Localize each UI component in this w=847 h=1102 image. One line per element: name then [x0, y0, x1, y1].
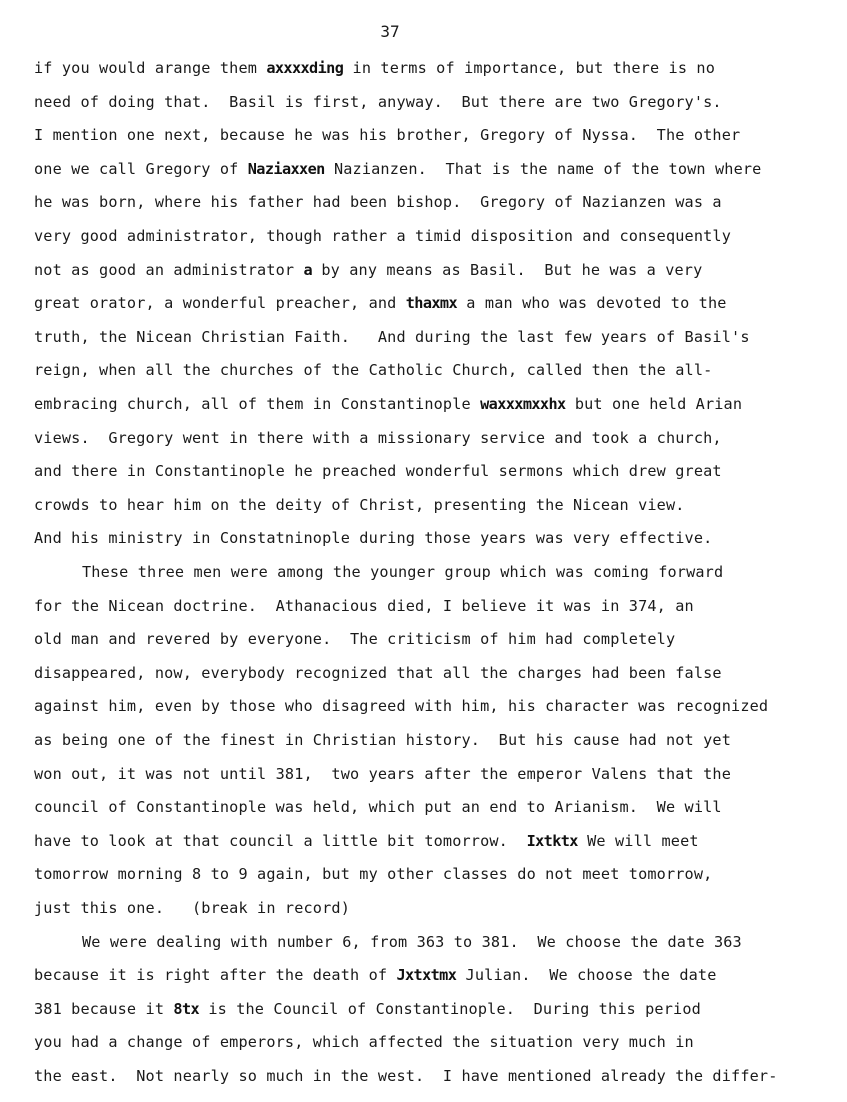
- text-segment: truth, the Nicean Christian Faith. And during the last few years of Basil's: [34, 327, 750, 346]
- text-segment: if you would arange them: [34, 59, 267, 77]
- text-segment: have to look at that council a little bit tomorrow.: [34, 831, 527, 850]
- text-segment: We were dealing with number 6, from 363 to 381. We choose the date 363: [82, 932, 742, 951]
- struck-text: 8tx: [173, 999, 200, 1018]
- struck-text: waxxxmxxhx: [480, 395, 566, 413]
- text-segment: because it is right after the death of: [34, 966, 397, 985]
- text-segment: not as good an administrator: [34, 260, 304, 279]
- text-line: [34, 461, 722, 481]
- text-segment: We will meet: [577, 831, 699, 850]
- text-line: [82, 932, 742, 952]
- struck-text: thaxmx: [405, 294, 458, 313]
- page-number: 37: [380, 22, 400, 41]
- text-line: [34, 159, 761, 179]
- text-segment: I mention one next, because he was his brother, Gregory of Nyssa. The other: [34, 126, 741, 145]
- text-line: [34, 1032, 694, 1052]
- text-line: [34, 663, 722, 683]
- text-segment: and there in Constantinople he preached wonderful sermons which drew great: [34, 462, 722, 481]
- text-segment: a man who was devoted to the: [457, 294, 727, 313]
- text-line: [34, 629, 675, 649]
- text-segment: Julian. We choose the date: [456, 966, 717, 985]
- text-line: [34, 596, 694, 616]
- text-segment: against him, even by those who disagreed with him, his character was recognized: [34, 697, 769, 716]
- text-segment: great orator, a wonderful preacher, and: [34, 294, 406, 313]
- text-line: [34, 58, 715, 78]
- text-segment: old man and revered by everyone. The criticism of him had completely: [34, 630, 676, 649]
- struck-text: axxxxding: [266, 59, 344, 77]
- text-segment: by any means as Basil. But he was a very: [312, 260, 703, 279]
- text-line: [34, 394, 742, 414]
- struck-text: Jxtxtmx: [396, 966, 457, 985]
- struck-text: Naziaxxen: [247, 159, 325, 178]
- text-segment: just this one. (break in record): [34, 899, 350, 917]
- text-segment: reign, when all the churches of the Catholic Church, called then the all-: [34, 361, 713, 380]
- text-line: [34, 360, 712, 380]
- text-line: [34, 428, 722, 448]
- text-segment: council of Constantinople was held, which put an end to Arianism. We will: [34, 798, 722, 817]
- text-segment: Nazianzen. That is the name of the town where: [324, 159, 762, 178]
- text-segment: disappeared, now, everybody recognized that all the charges had been false: [34, 663, 722, 682]
- text-line: [34, 226, 731, 246]
- text-line: [34, 730, 731, 750]
- text-segment: in terms of importance, but there is no: [343, 59, 715, 77]
- text-segment: you had a change of emperors, which affected the situation very much in: [34, 1033, 694, 1052]
- text-line: [34, 327, 750, 347]
- text-segment: And his ministry in Constatninople during those years was very effective.: [34, 529, 713, 548]
- text-segment: but one held Arian: [565, 395, 743, 413]
- text-line: [34, 797, 722, 817]
- text-segment: need of doing that. Basil is first, anyway. But there are two Gregory's.: [34, 92, 722, 111]
- text-segment: 381 because it: [34, 999, 174, 1018]
- text-segment: These three men were among the younger group which was coming forward: [82, 563, 724, 581]
- text-segment: as being one of the finest in Christian history. But his cause had not yet: [34, 731, 732, 749]
- text-line: [34, 92, 722, 112]
- text-segment: embracing church, all of them in Constantinople: [34, 395, 481, 413]
- text-line: [34, 1066, 778, 1086]
- text-segment: tomorrow morning 8 to 9 again, but my other classes do not meet tomorrow,: [34, 865, 713, 884]
- text-line: [34, 764, 731, 784]
- text-line: [34, 192, 722, 212]
- text-segment: views. Gregory went in there with a missionary service and took a church,: [34, 428, 722, 447]
- text-line: [34, 965, 717, 985]
- text-line: [34, 898, 350, 918]
- text-segment: won out, it was not until 381, two years after the emperor Valens that the: [34, 764, 732, 783]
- text-segment: the east. Not nearly so much in the west. I have mentioned already the differ-: [34, 1067, 778, 1085]
- text-segment: he was born, where his father had been bishop. Gregory of Nazianzen was a: [34, 193, 722, 212]
- text-line: [34, 293, 727, 313]
- text-line: [34, 696, 768, 716]
- text-segment: crowds to hear him on the deity of Christ, presenting the Nicean view.: [34, 495, 685, 514]
- text-segment: for the Nicean doctrine. Athanacious died, I believe it was in 374, an: [34, 596, 694, 615]
- text-line: [34, 528, 712, 548]
- text-segment: is the Council of Constantinople. During this period: [199, 999, 701, 1018]
- struck-text: Ixtktx: [526, 831, 578, 850]
- text-line: [34, 260, 702, 280]
- text-line: [34, 999, 701, 1019]
- text-line: [34, 125, 740, 145]
- text-line: [34, 495, 685, 515]
- struck-text: a: [303, 260, 313, 279]
- text-line: [34, 864, 712, 884]
- text-segment: very good administrator, though rather a timid disposition and consequently: [34, 227, 732, 245]
- text-line: [82, 562, 723, 582]
- text-segment: one we call Gregory of: [34, 159, 248, 178]
- text-line: [34, 831, 699, 851]
